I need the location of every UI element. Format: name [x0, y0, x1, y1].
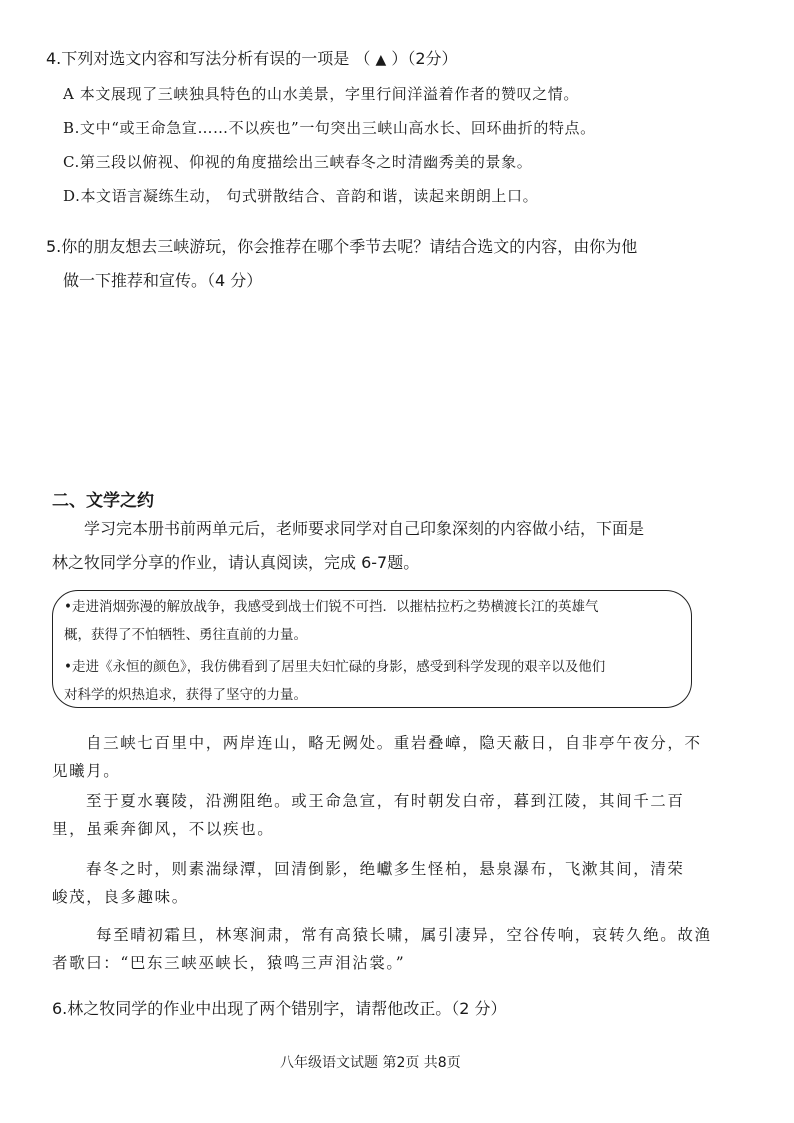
- passage-p4-line1: 每至晴初霜旦，林寒涧肃，常有高猿长啸，属引凄异，空谷传响，哀转久绝。故渔: [96, 926, 712, 944]
- passage-p3-line1: 春冬之时，则素湍绿潭，回清倒影，绝巘多生怪柏，悬泉瀑布，飞漱其间，清荣: [86, 860, 685, 878]
- q4-stem-end: ）（2分）: [386, 49, 458, 68]
- passage-p1-line1: 自三峡七百里中，两岸连山，略无阙处。重岩叠嶂，隐天蔽日，自非亭午夜分，不: [86, 734, 702, 752]
- passage-p4-line2: 者歌曰：“巴东三峡巫峡长，猿鸣三声泪沾裳。”: [52, 954, 406, 972]
- section-intro-line2: 林之牧同学分享的作业，请认真阅读，完成 6-7题。: [52, 553, 420, 572]
- q4-stem-text: 4.下列对选文内容和写法分析有误的一项是 （: [46, 49, 376, 68]
- section-intro-line1: 学习完本册书前两单元后，老师要求同学对自己印象深刻的内容做小结，下面是: [84, 519, 645, 538]
- q6-stem: 6.林之牧同学的作业中出现了两个错别字，请帮他改正。（2 分）: [52, 999, 507, 1018]
- homework-item2-line2: 对科学的炽热追求，获得了坚守的力量。: [64, 687, 307, 703]
- q5-line2: 做一下推荐和宣传。（4 分）: [63, 271, 263, 290]
- q4-option-c: C.第三段以俯视、仰视的角度描绘出三峡春冬之时清幽秀美的景象。: [63, 153, 533, 171]
- homework-item1-line1: •走进消烟弥漫的解放战争，我感受到战士们锐不可挡．以摧枯拉朽之势横渡长江的英雄气: [64, 599, 599, 615]
- q4-option-a: A 本文展现了三峡独具特色的山水美景，字里行间洋溢着作者的赞叹之情。: [63, 85, 580, 103]
- passage-p3-line2: 峻茂，良多趣味。: [52, 888, 189, 906]
- page-footer: 八年级语文试题 第2页 共8页: [280, 1055, 461, 1071]
- section-title: 二、文学之约: [52, 491, 154, 511]
- q4-option-b: B.文中“或王命急宣……不以疾也”一句突出三峡山高水长、回环曲折的特点。: [63, 119, 596, 137]
- answer-blank-triangle: ▲: [375, 52, 387, 68]
- q4-option-d: D.本文语言凝练生动， 句式骈散结合、音韵和谐，读起来朗朗上口。: [63, 187, 539, 205]
- homework-item1-line2: 概，获得了不怕牺牲、勇往直前的力量。: [64, 627, 307, 643]
- passage-p1-line2: 见曦月。: [52, 762, 121, 780]
- q5-line1: 5.你的朋友想去三峡游玩，你会推荐在哪个季节去呢？请结合选文的内容，由你为他: [46, 237, 638, 256]
- homework-item2-line1: •走进《永恒的颜色》，我仿佛看到了居里夫妇忙碌的身影，感受到科学发现的艰辛以及他们: [64, 659, 606, 675]
- passage-p2-line2: 里，虽乘奔御风，不以疾也。: [52, 820, 275, 838]
- passage-p2-line1: 至于夏水襄陵，沿溯阻绝。或王命急宣，有时朝发白帝，暮到江陵，其间千二百: [86, 792, 685, 810]
- q4-stem: [46, 48, 458, 71]
